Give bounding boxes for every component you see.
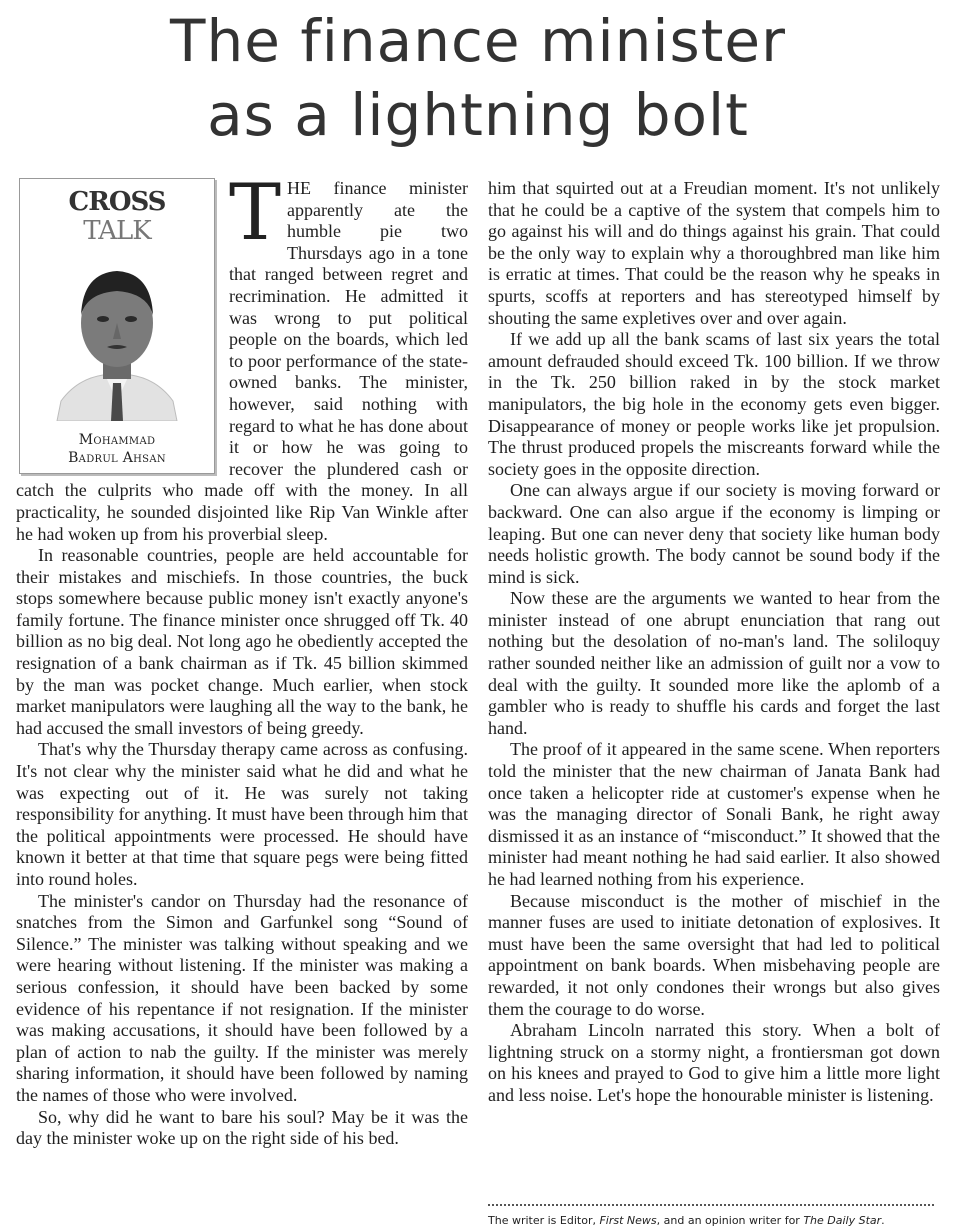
footnote-middle: , and an opinion writer for: [656, 1214, 804, 1227]
footnote-suffix: .: [881, 1214, 885, 1227]
paragraph: The minister's candor on Thursday had the resonance of snatches from the Simon and Garfunkel song “Sound of Silence.” The minister was talking without speaking and we were hearing without listening. If the minister was making a serious confession, it should have been backed by some evidence of his repentance if not resignation. If the minister was making accusations, it should have been followed by a plan of action to nab the guilty. If the minister was merely sharing information, it should have been followed by naming the names of those who were involved.: [16, 890, 468, 1105]
author-photo: [47, 251, 187, 421]
footnote-prefix: The writer is Editor,: [488, 1214, 600, 1227]
paragraph: If we add up all the bank scams of last six years the total amount defrauded should exceed Tk. 100 billion. If we throw in the Tk. 250 billion raked in by the stock market manipulators, the big hole in the economy gets even bigger. Disappearance of money or people works like jet propulsion. The thrust produced propels the miscreants forward while the society goes in the opposite direction.: [488, 329, 940, 479]
paragraph: That's why the Thursday therapy came across as confusing. It's not clear why the minister said what he did and what he was expecting out of it. He was surely not taking responsibility for anything. It must have been through him that the political appointments were processed. He should have known it better at that time that square pegs were being fitted into round holes.: [16, 739, 468, 889]
paragraph: In reasonable countries, people are held accountable for their mistakes and mischiefs. In those countries, the buck stops somewhere because public money isn't exactly anyone's family fortune. The finance minister once shrugged off Tk. 40 billion as no big deal. Not long ago he obediently accepted the resignation of a bank chairman as if Tk. 45 billion skimmed by the man was pocket change. Much earlier, when stock market manipulators were laughing all the way to the bank, he had accused the small investors of being greedy.: [16, 545, 468, 738]
author-first-name: Mohammad: [78, 432, 156, 448]
paragraph: So, why did he want to bare his soul? May be it was the day the minister woke up on the right side of his bed.: [16, 1106, 468, 1149]
headline-line-2: as a lightning bolt: [207, 81, 749, 149]
column-kicker-cross: CROSS: [68, 187, 166, 217]
author-name: [20, 431, 214, 467]
paragraph: him that squirted out at a Freudian moment. It's not unlikely that he could be a captive of the system that compels him to go against his will and do things against his grain. That could be the only way to explain why a thoroughbred man like him is erratic at times. That could be the reason why he speaks in spurts, scoffs at reporters and has stereotyped himself by shouting the same expletives over and over again.: [488, 178, 940, 328]
byline-box: [19, 178, 215, 474]
author-last-name: Badrul Ahsan: [68, 450, 166, 466]
paragraph: Because misconduct is the mother of mischief in the manner fuses are used to initiate detonation of explosives. It must have been the same oversight that had led to political appointment on bank boards. When misbehaving people are rewarded, it not only condones their wrongs but also gives them the courage to do worse.: [488, 890, 940, 1019]
footnote-publication-2: The Daily Star: [803, 1214, 882, 1227]
paragraph: HE finance minister apparently ate the humble pie two Thursdays ago in a tone that ranged between regret and recrimination. He admitted it was wrong to put political people on the boards, which led to poor performance of the state-owned banks. The minister, however, said nothing with regard to what he has done about it or how he was going to recover the plundered cash or catch the culprits who made off with the money. In all practicality, he sounded disjointed like Rip Van Winkle after he had woken up from his proverbial sleep.: [16, 178, 468, 544]
article-column-2: [488, 178, 940, 1107]
paragraph: The proof of it appeared in the same scene. When reporters told the minister that the new chairman of Janata Bank had once taken a helicopter ride at customer's expense when he was the managing director of Sonali Bank, he right away dismissed it as an instance of “misconduct.” It showed that the minister had meant nothing he had said earlier. It also showed he had learned nothing from his experience.: [488, 739, 940, 889]
paragraph: One can always argue if our society is moving forward or backward. One can also argue if the economy is limping or leaping. But one can never deny that society like human body needs holistic growth. The body cannot be sound body if the mind is sick.: [488, 480, 940, 587]
article-column-1: [16, 168, 468, 1150]
column-kicker-talk: TALK: [83, 216, 151, 246]
author-footnote: [488, 1214, 940, 1227]
paragraph: Abraham Lincoln narrated this story. When a bolt of lightning struck on a stormy night, a frontiersman got down on his knees and prayed to God to give him a little more light and less noise. Let's hope the honourable minister is listening.: [488, 1020, 940, 1105]
paragraph: Now these are the arguments we wanted to hear from the minister instead of one abrupt enunciation that rang out nothing but the desolation of no-man's land. The soliloquy rather sounded neither like an admission of guilt nor a vow to deal with the guilty. It sounded more like the aplomb of a gambler who is ready to shuffle his cards and forget the last hand.: [488, 588, 940, 738]
headline-line-1: The finance minister: [170, 7, 786, 75]
footer-divider: [488, 1204, 934, 1206]
drop-cap: T: [229, 168, 282, 258]
footnote-publication-1: First News: [599, 1214, 657, 1227]
